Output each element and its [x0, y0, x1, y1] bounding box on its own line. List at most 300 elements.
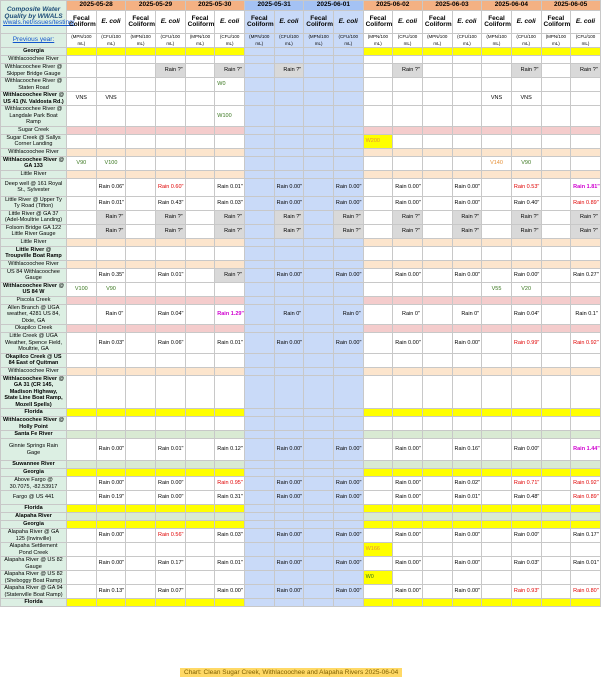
- date-header: 2025-06-05: [541, 1, 600, 11]
- empty-cell: [511, 56, 541, 64]
- measurement-cell: Rain 0.80": [571, 585, 601, 599]
- unit-label: (CFU/100 mL): [511, 34, 541, 48]
- measurement-cell: Rain 0.00": [452, 529, 482, 543]
- site-row: [1, 585, 601, 599]
- measurement-cell: Rain 0.00": [333, 491, 363, 505]
- empty-cell: [304, 557, 334, 571]
- empty-cell: [393, 375, 423, 409]
- chart-caption[interactable]: Chart: Clean Sugar Creek, Withlacoochee and Alapaha Rivers 2025-06-04: [180, 668, 402, 677]
- empty-cell: [215, 461, 245, 469]
- empty-cell: [422, 148, 452, 156]
- empty-cell: [422, 409, 452, 417]
- measurement-cell: Rain 0.00": [333, 178, 363, 196]
- empty-cell: [363, 210, 393, 224]
- site-label: Withlacoochee River @ GA 133: [1, 156, 67, 170]
- measurement-cell: Rain 0": [452, 304, 482, 325]
- measurement-cell: V100: [96, 156, 126, 170]
- measurement-cell: Rain ?": [511, 210, 541, 224]
- unit-label: (MPN/100 mL): [304, 34, 334, 48]
- section-label: Florida: [1, 599, 67, 607]
- measurement-cell: Rain ?": [274, 64, 304, 78]
- empty-cell: [274, 409, 304, 417]
- empty-cell: [422, 461, 452, 469]
- measurement-cell: Rain 0.00": [452, 196, 482, 210]
- empty-cell: [274, 106, 304, 127]
- unit-label: (CFU/100 mL): [96, 34, 126, 48]
- empty-cell: [185, 469, 215, 477]
- site-row: [1, 56, 601, 64]
- empty-cell: [511, 571, 541, 585]
- empty-cell: [363, 170, 393, 178]
- e-coli-header: E. coli: [215, 11, 245, 34]
- empty-cell: [215, 505, 245, 513]
- measurement-cell: Rain 0.00": [274, 196, 304, 210]
- empty-cell: [274, 78, 304, 92]
- measurement-cell: Rain 0.00": [452, 268, 482, 282]
- empty-cell: [67, 134, 97, 148]
- measurement-cell: Rain ?": [393, 210, 423, 224]
- measurement-cell: VNS: [482, 92, 512, 106]
- empty-cell: [96, 417, 126, 431]
- empty-cell: [126, 156, 156, 170]
- empty-cell: [304, 529, 334, 543]
- empty-cell: [571, 505, 601, 513]
- empty-cell: [155, 461, 185, 469]
- empty-cell: [422, 260, 452, 268]
- section-row: [1, 505, 601, 513]
- measurement-cell: Rain ?": [452, 224, 482, 238]
- empty-cell: [274, 260, 304, 268]
- empty-cell: [244, 106, 274, 127]
- empty-cell: [571, 282, 601, 296]
- empty-cell: [304, 148, 334, 156]
- empty-cell: [482, 78, 512, 92]
- empty-cell: [96, 461, 126, 469]
- empty-cell: [274, 367, 304, 375]
- empty-cell: [274, 505, 304, 513]
- measurement-cell: Rain 0.03": [96, 333, 126, 354]
- empty-cell: [422, 521, 452, 529]
- empty-cell: [274, 521, 304, 529]
- measurement-cell: Rain 0.00": [393, 196, 423, 210]
- measurement-cell: Rain 0.00": [215, 585, 245, 599]
- empty-cell: [482, 439, 512, 461]
- empty-cell: [67, 304, 97, 325]
- empty-cell: [571, 599, 601, 607]
- measurement-cell: Rain 0.00": [155, 491, 185, 505]
- empty-cell: [304, 439, 334, 461]
- empty-cell: [541, 282, 571, 296]
- empty-cell: [126, 461, 156, 469]
- section-label: Georgia: [1, 521, 67, 529]
- empty-cell: [244, 439, 274, 461]
- section-row: [1, 170, 601, 178]
- site-row: [1, 571, 601, 585]
- unit-label: (MPN/100 mL): [126, 34, 156, 48]
- empty-cell: [126, 48, 156, 56]
- empty-cell: [67, 477, 97, 491]
- empty-cell: [333, 417, 363, 431]
- empty-cell: [96, 78, 126, 92]
- empty-cell: [304, 417, 334, 431]
- empty-cell: [185, 585, 215, 599]
- measurement-cell: Rain ?": [393, 64, 423, 78]
- empty-cell: [363, 513, 393, 521]
- measurement-cell: Rain 0.16": [452, 439, 482, 461]
- date-header: 2025-06-02: [363, 1, 422, 11]
- measurement-cell: Rain 0.00": [96, 529, 126, 543]
- empty-cell: [482, 56, 512, 64]
- empty-cell: [363, 126, 393, 134]
- empty-cell: [67, 353, 97, 367]
- empty-cell: [304, 585, 334, 599]
- empty-cell: [482, 196, 512, 210]
- site-label: Alapaha River @ US 82 (Sheboggy Boat Ramp): [1, 571, 67, 585]
- empty-cell: [67, 224, 97, 238]
- empty-cell: [155, 260, 185, 268]
- measurement-cell: Rain 0.00": [155, 477, 185, 491]
- measurement-cell: Rain ?": [511, 64, 541, 78]
- measurement-cell: Rain 0.00": [274, 178, 304, 196]
- empty-cell: [185, 282, 215, 296]
- empty-cell: [541, 599, 571, 607]
- empty-cell: [67, 260, 97, 268]
- empty-cell: [393, 353, 423, 367]
- site-label: Little Creek @ UGA Weather, Spence Field, Moultrie, GA: [1, 333, 67, 354]
- empty-cell: [96, 106, 126, 127]
- empty-cell: [452, 505, 482, 513]
- testing-link[interactable]: wwals.net/issues/testing/: [3, 19, 75, 27]
- empty-cell: [185, 409, 215, 417]
- empty-cell: [571, 469, 601, 477]
- empty-cell: [126, 134, 156, 148]
- empty-cell: [363, 367, 393, 375]
- empty-cell: [482, 557, 512, 571]
- empty-cell: [304, 126, 334, 134]
- date-header: 2025-05-31: [244, 1, 303, 11]
- measurement-cell: Rain ?": [571, 210, 601, 224]
- empty-cell: [541, 571, 571, 585]
- date-header: 2025-05-28: [67, 1, 126, 11]
- empty-cell: [541, 170, 571, 178]
- empty-cell: [67, 296, 97, 304]
- empty-cell: [363, 92, 393, 106]
- empty-cell: [126, 431, 156, 439]
- empty-cell: [244, 367, 274, 375]
- measurement-cell: Rain 0.06": [96, 178, 126, 196]
- measurement-cell: Rain 0.60": [155, 178, 185, 196]
- measurement-cell: Rain 0.00": [452, 585, 482, 599]
- empty-cell: [215, 148, 245, 156]
- empty-cell: [185, 521, 215, 529]
- measurement-cell: V20: [511, 282, 541, 296]
- measurement-cell: Rain 0.19": [96, 491, 126, 505]
- empty-cell: [274, 170, 304, 178]
- empty-cell: [185, 56, 215, 64]
- measurement-cell: Rain 0": [274, 304, 304, 325]
- empty-cell: [185, 367, 215, 375]
- empty-cell: [126, 491, 156, 505]
- empty-cell: [363, 56, 393, 64]
- empty-cell: [244, 571, 274, 585]
- empty-cell: [422, 439, 452, 461]
- empty-cell: [571, 126, 601, 134]
- site-row: [1, 196, 601, 210]
- empty-cell: [422, 477, 452, 491]
- empty-cell: [452, 571, 482, 585]
- empty-cell: [511, 238, 541, 246]
- empty-cell: [482, 353, 512, 367]
- empty-cell: [185, 106, 215, 127]
- empty-cell: [67, 333, 97, 354]
- empty-cell: [304, 260, 334, 268]
- section-row: [1, 469, 601, 477]
- empty-cell: [393, 148, 423, 156]
- measurement-cell: Rain 0.95": [215, 477, 245, 491]
- empty-cell: [333, 461, 363, 469]
- empty-cell: [215, 282, 245, 296]
- empty-cell: [67, 238, 97, 246]
- empty-cell: [452, 282, 482, 296]
- section-label: Withlacoochee River: [1, 148, 67, 156]
- fecal-coliform-header: Fecal Coliform: [304, 11, 334, 34]
- site-label: Okapilco Creek @ US 84 East of Quitman: [1, 353, 67, 367]
- empty-cell: [304, 431, 334, 439]
- empty-cell: [452, 238, 482, 246]
- empty-cell: [541, 134, 571, 148]
- empty-cell: [244, 64, 274, 78]
- empty-cell: [244, 409, 274, 417]
- empty-cell: [482, 431, 512, 439]
- fecal-coliform-header: Fecal Coliform: [126, 11, 156, 34]
- empty-cell: [126, 599, 156, 607]
- measurement-cell: Rain 0.01": [155, 439, 185, 461]
- measurement-cell: Rain ?": [452, 210, 482, 224]
- measurement-cell: Rain 0.00": [274, 585, 304, 599]
- empty-cell: [155, 417, 185, 431]
- empty-cell: [333, 246, 363, 260]
- empty-cell: [304, 92, 334, 106]
- empty-cell: [126, 148, 156, 156]
- empty-cell: [571, 543, 601, 557]
- previous-year-link[interactable]: Previous year:: [1, 34, 67, 48]
- measurement-cell: Rain 0.43": [155, 196, 185, 210]
- section-row: [1, 126, 601, 134]
- empty-cell: [155, 431, 185, 439]
- empty-cell: [363, 304, 393, 325]
- date-header: 2025-06-01: [304, 1, 363, 11]
- date-header: 2025-06-04: [482, 1, 541, 11]
- empty-cell: [571, 461, 601, 469]
- empty-cell: [541, 431, 571, 439]
- empty-cell: [571, 134, 601, 148]
- empty-cell: [482, 599, 512, 607]
- empty-cell: [452, 92, 482, 106]
- measurement-cell: Rain 0.92": [571, 477, 601, 491]
- measurement-cell: Rain 0.04": [155, 304, 185, 325]
- measurement-cell: Rain 0.27": [571, 268, 601, 282]
- empty-cell: [215, 156, 245, 170]
- empty-cell: [126, 282, 156, 296]
- site-row: [1, 156, 601, 170]
- empty-cell: [363, 156, 393, 170]
- measurement-cell: VNS: [96, 92, 126, 106]
- empty-cell: [244, 282, 274, 296]
- empty-cell: [541, 585, 571, 599]
- measurement-cell: Rain 0.56": [155, 529, 185, 543]
- empty-cell: [363, 196, 393, 210]
- measurement-cell: Rain 0.01": [452, 491, 482, 505]
- empty-cell: [126, 353, 156, 367]
- empty-cell: [215, 521, 245, 529]
- empty-cell: [155, 282, 185, 296]
- measurement-cell: W200: [363, 134, 393, 148]
- empty-cell: [185, 431, 215, 439]
- measurement-cell: Rain 0.00": [96, 557, 126, 571]
- measurement-cell: Rain ?": [155, 224, 185, 238]
- empty-cell: [304, 246, 334, 260]
- empty-cell: [363, 268, 393, 282]
- empty-cell: [96, 599, 126, 607]
- empty-cell: [422, 557, 452, 571]
- section-row: [1, 367, 601, 375]
- empty-cell: [155, 56, 185, 64]
- empty-cell: [185, 461, 215, 469]
- empty-cell: [304, 543, 334, 557]
- empty-cell: [126, 296, 156, 304]
- empty-cell: [333, 56, 363, 64]
- empty-cell: [274, 92, 304, 106]
- measurement-cell: Rain 0": [333, 304, 363, 325]
- section-label: Florida: [1, 505, 67, 513]
- empty-cell: [155, 48, 185, 56]
- unit-label: (CFU/100 mL): [215, 34, 245, 48]
- empty-cell: [215, 260, 245, 268]
- empty-cell: [155, 521, 185, 529]
- section-row: [1, 409, 601, 417]
- empty-cell: [304, 268, 334, 282]
- empty-cell: [511, 409, 541, 417]
- empty-cell: [96, 260, 126, 268]
- empty-cell: [185, 170, 215, 178]
- empty-cell: [67, 56, 97, 64]
- empty-cell: [482, 491, 512, 505]
- empty-cell: [67, 599, 97, 607]
- measurement-cell: Rain 0.03": [511, 557, 541, 571]
- unit-label: (MPN/100 mL): [185, 34, 215, 48]
- empty-cell: [244, 148, 274, 156]
- section-label: Sugar Creek: [1, 126, 67, 134]
- measurement-cell: V90: [67, 156, 97, 170]
- date-header: 2025-05-29: [126, 1, 185, 11]
- empty-cell: [452, 148, 482, 156]
- empty-cell: [541, 92, 571, 106]
- empty-cell: [482, 513, 512, 521]
- empty-cell: [244, 134, 274, 148]
- measurement-cell: Rain ?": [215, 210, 245, 224]
- empty-cell: [304, 461, 334, 469]
- empty-cell: [126, 557, 156, 571]
- empty-cell: [67, 409, 97, 417]
- measurement-cell: Rain 0.92": [571, 333, 601, 354]
- empty-cell: [363, 521, 393, 529]
- empty-cell: [333, 325, 363, 333]
- site-label: Sugar Creek @ Sallys Corner Landing: [1, 134, 67, 148]
- measurement-cell: Rain 0.1": [571, 304, 601, 325]
- empty-cell: [333, 469, 363, 477]
- empty-cell: [363, 260, 393, 268]
- empty-cell: [482, 238, 512, 246]
- empty-cell: [304, 325, 334, 333]
- fecal-coliform-header: Fecal Coliform: [244, 11, 274, 34]
- empty-cell: [541, 246, 571, 260]
- empty-cell: [541, 224, 571, 238]
- empty-cell: [244, 417, 274, 431]
- empty-cell: [571, 56, 601, 64]
- empty-cell: [422, 78, 452, 92]
- empty-cell: [452, 543, 482, 557]
- empty-cell: [126, 571, 156, 585]
- measurement-cell: Rain 0.00": [274, 557, 304, 571]
- measurement-cell: Rain 0.00": [393, 333, 423, 354]
- empty-cell: [215, 353, 245, 367]
- empty-cell: [155, 469, 185, 477]
- empty-cell: [126, 304, 156, 325]
- empty-cell: [126, 585, 156, 599]
- empty-cell: [393, 367, 423, 375]
- measurement-cell: W166: [363, 543, 393, 557]
- measurement-cell: Rain 0.04": [511, 304, 541, 325]
- empty-cell: [304, 505, 334, 513]
- empty-cell: [422, 513, 452, 521]
- empty-cell: [244, 210, 274, 224]
- measurement-cell: Rain 0.00": [393, 557, 423, 571]
- empty-cell: [511, 126, 541, 134]
- empty-cell: [452, 78, 482, 92]
- measurement-cell: Rain 0.89": [571, 491, 601, 505]
- empty-cell: [67, 521, 97, 529]
- measurement-cell: Rain ?": [96, 224, 126, 238]
- e-coli-header: E. coli: [96, 11, 126, 34]
- empty-cell: [482, 268, 512, 282]
- empty-cell: [96, 170, 126, 178]
- empty-cell: [393, 325, 423, 333]
- empty-cell: [363, 417, 393, 431]
- measurement-cell: Rain 0.00": [511, 529, 541, 543]
- measurement-cell: Rain 0.00": [333, 196, 363, 210]
- empty-cell: [511, 296, 541, 304]
- empty-cell: [155, 409, 185, 417]
- empty-cell: [393, 92, 423, 106]
- measurement-cell: Rain 0.35": [96, 268, 126, 282]
- empty-cell: [511, 469, 541, 477]
- site-label: Withlacoochee River @ Langdale Park Boat Ramp: [1, 106, 67, 127]
- empty-cell: [541, 521, 571, 529]
- measurement-cell: Rain 0.00": [333, 268, 363, 282]
- section-row: [1, 325, 601, 333]
- empty-cell: [274, 238, 304, 246]
- empty-cell: [126, 210, 156, 224]
- empty-cell: [304, 409, 334, 417]
- empty-cell: [511, 134, 541, 148]
- empty-cell: [452, 246, 482, 260]
- empty-cell: [571, 92, 601, 106]
- empty-cell: [185, 148, 215, 156]
- empty-cell: [67, 491, 97, 505]
- empty-cell: [393, 469, 423, 477]
- site-label: Little River @ GA 37 (Adel-Moultrie Landing): [1, 210, 67, 224]
- empty-cell: [96, 469, 126, 477]
